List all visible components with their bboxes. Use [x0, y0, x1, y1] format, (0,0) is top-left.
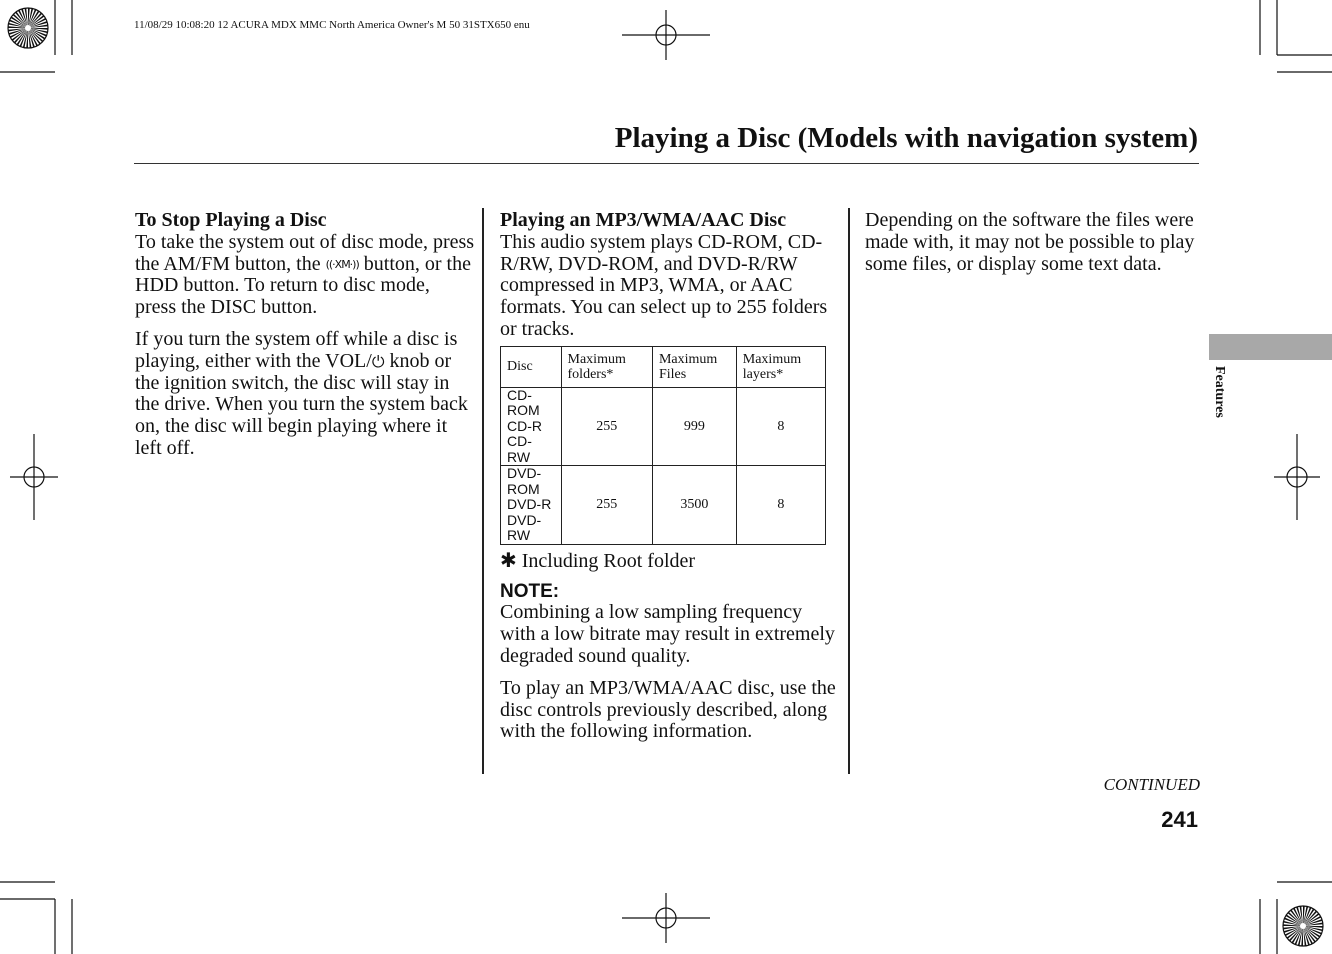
paragraph: This audio system plays CD-ROM, CD-R/RW, DVD-ROM, and DVD-R/RW compressed in MP3, WMA, or AAC formats. You can select up to 255 folders or tracks.	[500, 230, 828, 340]
page-title: Playing a Disc (Models with navigation system)	[614, 122, 1198, 154]
power-icon: ⏻	[371, 351, 385, 371]
section-heading: To Stop Playing a Disc	[135, 209, 327, 231]
registration-target-icon	[1283, 906, 1323, 946]
column-divider	[482, 208, 484, 774]
column-2	[500, 210, 836, 753]
disc-spec-table	[500, 346, 826, 545]
table-cell: 8	[736, 387, 825, 466]
table-cell-disc: CD-ROM CD-R CD-RW	[501, 387, 562, 466]
table-header-row	[501, 346, 826, 387]
table-row	[501, 466, 826, 545]
continued-label: CONTINUED	[1103, 775, 1200, 794]
table-header: Maximum folders*	[561, 346, 652, 387]
paragraph: Depending on the software the files were made with, it may not be possible to play some files, or display some text data.	[865, 209, 1195, 275]
section-heading: Playing an MP3/WMA/AAC Disc	[500, 209, 787, 231]
table-cell: 3500	[652, 466, 736, 545]
column-1	[135, 210, 475, 470]
xm-radio-icon: ((·XM·))	[325, 257, 359, 271]
column-3	[865, 210, 1201, 285]
table-cell: 255	[561, 466, 652, 545]
print-slug: 11/08/29 10:08:20 12 ACURA MDX MMC North America Owner's M 50 31STX650 enu	[134, 19, 530, 31]
page-number: 241	[1161, 807, 1198, 832]
table-cell: 999	[652, 387, 736, 466]
note-text: Combining a low sampling frequency with a low bitrate may result in extremely degraded sound quality.	[500, 601, 835, 667]
table-cell-disc: DVD-ROM DVD-R DVD-RW	[501, 466, 562, 545]
table-cell: 8	[736, 466, 825, 545]
paragraph: If you turn the system off while a disc is playing, either with the VOL/⏻ knob or the ignition switch, the disc will stay in the drive. When you turn the system back on, the disc will begin playing where it left off.	[135, 327, 468, 459]
paragraph: To take the system out of disc mode, press the AM/FM button, the ((·XM·)) button, or the HDD button. To return to disc mode, press the DISC button.	[135, 230, 475, 319]
note-label: NOTE:	[500, 580, 560, 602]
table-header: Maximum layers*	[736, 346, 825, 387]
table-row	[501, 387, 826, 466]
column-divider	[848, 208, 850, 774]
table-cell: 255	[561, 387, 652, 466]
title-rule	[134, 163, 1199, 164]
registration-target-icon	[8, 8, 48, 48]
paragraph: To play an MP3/WMA/AAC disc, use the disc controls previously described, along with the following information.	[500, 676, 836, 743]
section-tab-bar	[1209, 334, 1332, 360]
section-tab-label: Features	[1212, 366, 1227, 418]
table-header: Disc	[501, 346, 562, 387]
table-footnote: ✱ Including Root folder	[500, 549, 696, 572]
table-header: Maximum Files	[652, 346, 736, 387]
